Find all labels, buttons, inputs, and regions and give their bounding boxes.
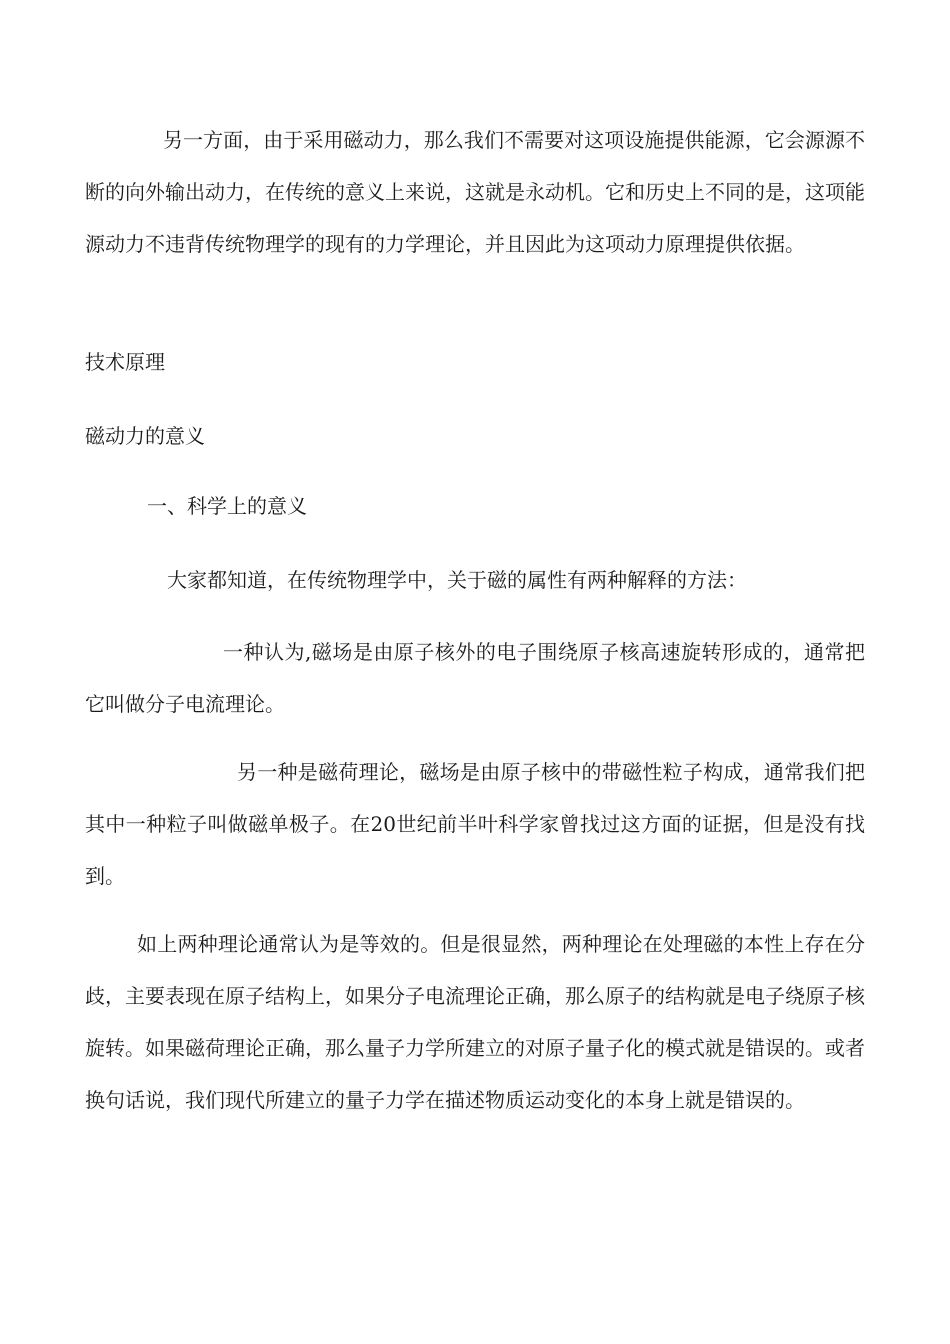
heading-scientific-meaning: 一、科学上的意义	[147, 494, 307, 518]
heading-technical-principle: 技术原理	[85, 350, 165, 374]
paragraph-theory-comparison: 如上两种理论通常认为是等效的。但是很显然，两种理论在处理磁的本性上存在分歧，主要表现在原子结构上，如果分子电流理论正确，那么原子的结构就是电子绕原子核旋转。如果磁荷理论正确，那么量子力学所建立的对原子量子化的模式就是错误的。或者换句话说，我们现代所建立的量子力学在描述物质运动变化的本身上就是错误的。	[85, 932, 865, 1112]
paragraph-magnetic-charge-theory: 另一种是磁荷理论，磁场是由原子核中的带磁性粒子构成，通常我们把其中一种粒子叫做磁单极子。在20世纪前半叶科学家曾找过这方面的证据，但是没有找到。	[85, 760, 865, 888]
paragraph-perpetual-motion: 另一方面，由于采用磁动力，那么我们不需要对这项设施提供能源，它会源源不断的向外输出动力，在传统的意义上来说，这就是永动机。它和历史上不同的是，这项能源动力不违背传统物理学的现有的力学理论，并且因此为这项动力原理提供依据。	[85, 128, 865, 256]
paragraph-molecular-current-theory: 一种认为,磁场是由原子核外的电子围绕原子核高速旋转形成的，通常把它叫做分子电流理论。	[85, 640, 865, 716]
heading-magnetic-power-meaning: 磁动力的意义	[85, 424, 205, 448]
paragraph-two-explanations: 大家都知道，在传统物理学中，关于磁的属性有两种解释的方法：	[167, 568, 747, 592]
